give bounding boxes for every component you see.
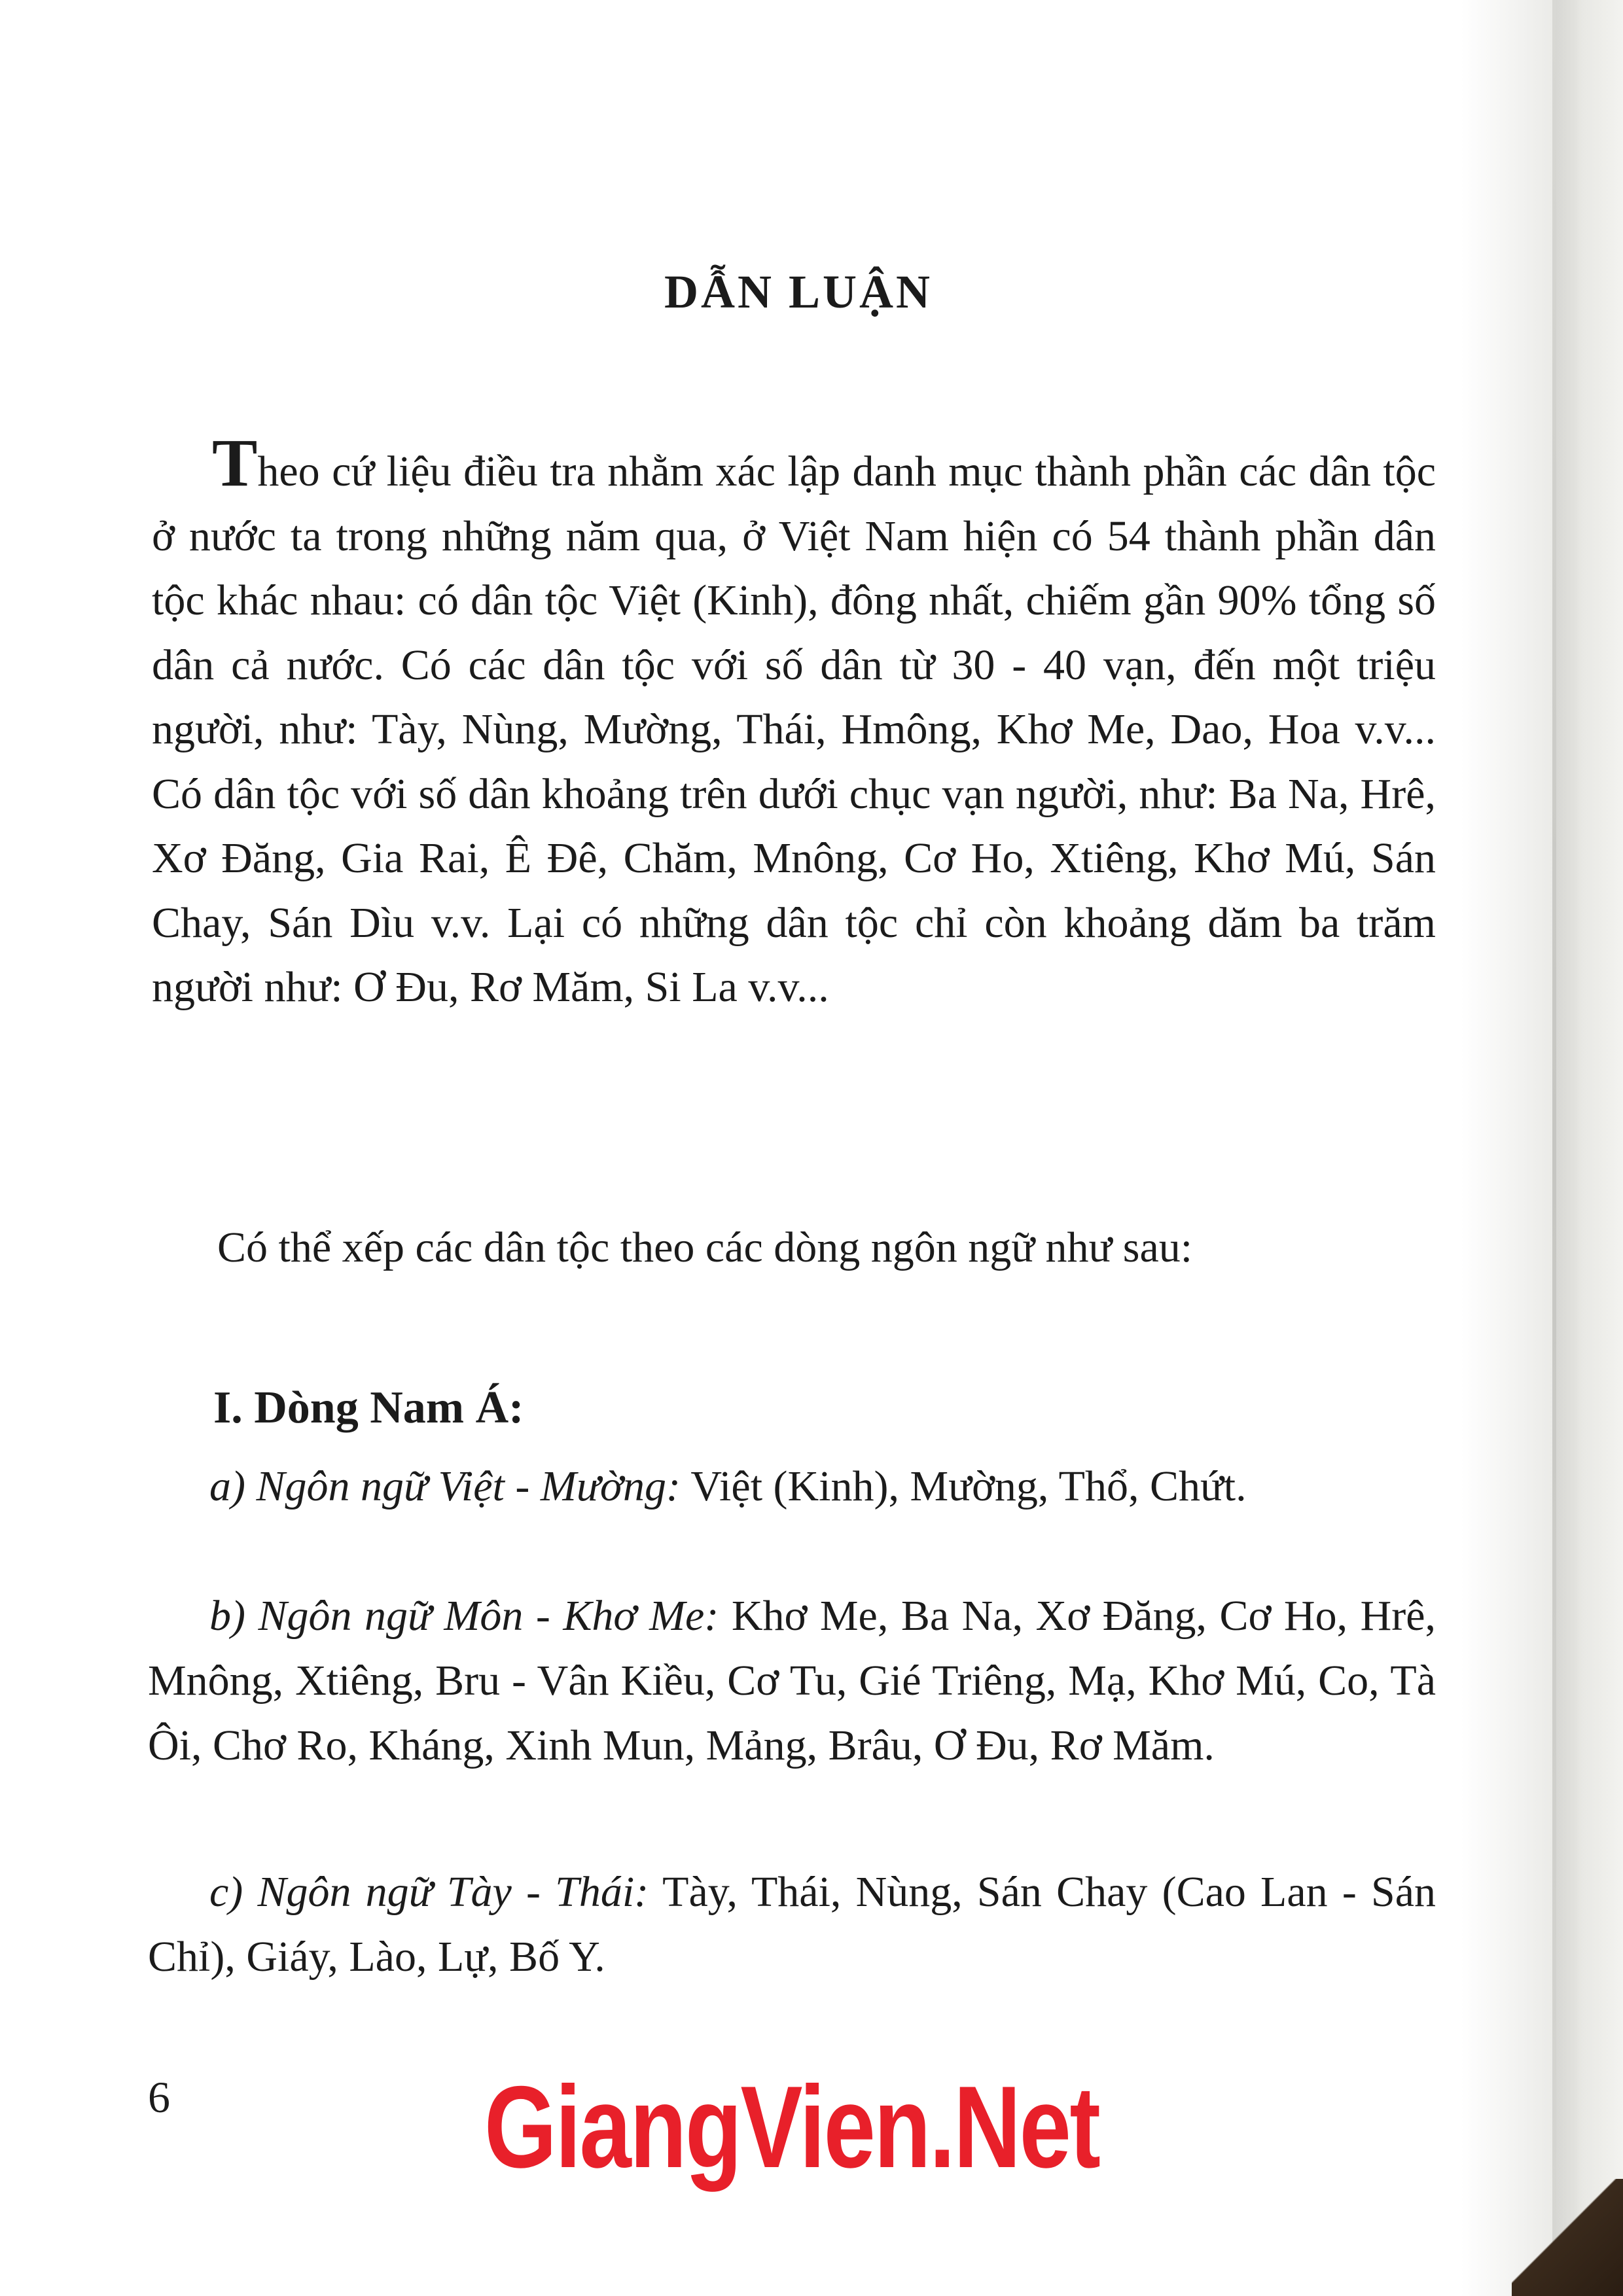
drop-cap: T <box>212 425 258 501</box>
language-group-b-members: Khơ Me, Ba Na, Xơ Đăng, Cơ Ho, Hrê, Mnông, Xtiêng, Bru - Vân Kiều, Cơ Tu, Gié Triêng, Mạ, Khơ Mú, Co, Tà Ôi, Chơ Ro, Kháng, Xinh Mun, Mảng, Brâu, Ơ Đu, Rơ Măm. <box>148 1592 1436 1769</box>
language-group-b <box>148 1583 1436 1778</box>
classification-intro-paragraph: Có thể xếp các dân tộc theo các dòng ngôn ngữ như sau: <box>217 1224 1193 1271</box>
page-gutter-edge <box>1552 0 1556 2296</box>
language-group-a-label: a) Ngôn ngữ Việt - Mường: <box>209 1462 681 1510</box>
language-group-b-label: b) Ngôn ngữ Môn - Khơ Me: <box>209 1592 719 1640</box>
chapter-title: DẪN LUẬN <box>664 266 933 318</box>
section-heading: I. Dòng Nam Á: <box>213 1383 524 1433</box>
language-group-c-members: Tày, Thái, Nùng, Sán Chay (Cao Lan - Sán Chỉ), Giáy, Lào, Lự, Bố Y. <box>148 1868 1436 1981</box>
language-group-a-members: Việt (Kinh), Mường, Thổ, Chứt. <box>690 1462 1247 1510</box>
language-group-a <box>148 1454 1436 1519</box>
scan-corner-mark <box>1512 2179 1623 2296</box>
page-number: 6 <box>148 2072 170 2122</box>
intro-paragraph-text: heo cứ liệu điều tra nhằm xác lập danh mục thành phần các dân tộc ở nước ta trong những năm qua, ở Việt Nam hiện có 54 thành phần dân tộc khác nhau: có dân tộc Việt (Kinh), đông nhất, chiếm gần 90% tổng số dân cả nước. Có các dân tộc với số dân từ 30 - 40 vạn, đến một triệu người, như: Tày, Nùng, Mường, Thái, Hmông, Khơ Me, Dao, Hoa v.v... Có dân tộc với số dân khoảng trên dưới chục vạn người, như: Ba Na, Hrê, Xơ Đăng, Gia Rai, Ê Đê, Chăm, Mnông, Cơ Ho, Xtiêng, Khơ Mú, Sán Chay, Sán Dìu v.v. Lại có những dân tộc chỉ còn khoảng dăm ba trăm người như: Ơ Đu, Rơ Măm, Si La v.v... <box>152 448 1436 1011</box>
intro-paragraph <box>152 425 1436 1020</box>
page-gutter-shadow <box>1556 0 1623 2296</box>
language-group-c-label: c) Ngôn ngữ Tày - Thái: <box>209 1868 649 1916</box>
language-group-c <box>148 1860 1436 1989</box>
watermark: GiangVien.Net <box>484 2062 1099 2192</box>
